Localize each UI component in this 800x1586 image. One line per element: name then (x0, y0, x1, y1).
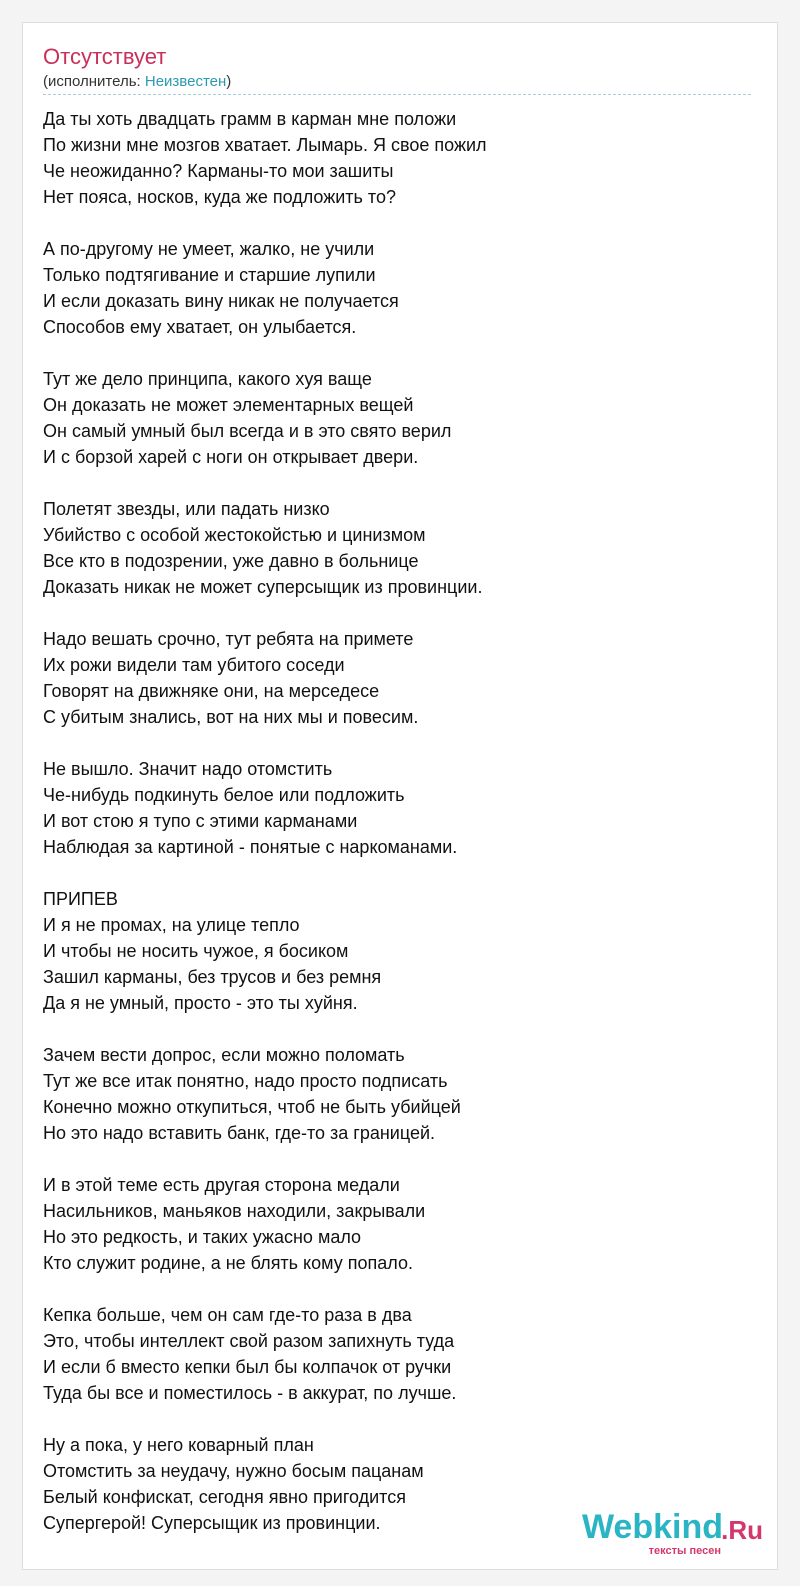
lyric-line: Не вышло. Значит надо отомстить (43, 759, 333, 779)
stanza (43, 626, 487, 730)
lyric-line: И в этой теме есть другая сторона медали (43, 1175, 400, 1195)
lyric-line: Кто служит родине, а не блять кому попало. (43, 1253, 413, 1273)
stanza (43, 106, 487, 210)
artist-line (43, 73, 231, 91)
lyric-line: С убитым знались, вот на них мы и повесим. (43, 707, 419, 727)
lyric-line: Че неожиданно? Карманы-то мои зашиты (43, 161, 394, 181)
lyric-line: И я не промах, на улице тепло (43, 915, 300, 935)
lyric-line: И чтобы не носить чужое, я босиком (43, 941, 349, 961)
lyric-line: Полетят звезды, или падать низко (43, 499, 330, 519)
lyric-line: Доказать никак не может суперсыщик из провинции. (43, 577, 483, 597)
stanza (43, 1432, 487, 1536)
lyric-line: И с борзой харей с ноги он открывает двери. (43, 447, 419, 467)
lyric-line: Наблюдая за картиной - понятые с наркоманами. (43, 837, 458, 857)
stanza (43, 1172, 487, 1276)
lyric-line: Че-нибудь подкинуть белое или подложить (43, 785, 405, 805)
lyric-line: Да ты хоть двадцать грамм в карман мне положи (43, 109, 457, 129)
logo-tld: .Ru (721, 1515, 763, 1545)
lyric-line: Насильников, маньяков находили, закрывали (43, 1201, 426, 1221)
stanza (43, 496, 487, 600)
lyric-line: Туда бы все и поместилось - в аккурат, по лучше. (43, 1383, 457, 1403)
stanza (43, 236, 487, 340)
lyric-line: По жизни мне мозгов хватает. Лымарь. Я свое пожил (43, 135, 487, 155)
dashed-divider (43, 94, 751, 95)
stanza (43, 1042, 487, 1146)
lyric-line: Их рожи видели там убитого соседи (43, 655, 345, 675)
webkind-logo[interactable] (563, 1507, 763, 1559)
stanza (43, 1302, 487, 1406)
stanza (43, 886, 487, 1016)
lyrics-text (43, 106, 487, 1536)
lyric-line: Он доказать не может элементарных вещей (43, 395, 414, 415)
artist-prefix: (исполнитель: (43, 73, 145, 90)
lyric-line: Супергерой! Суперсыщик из провинции. (43, 1513, 381, 1533)
lyric-line: Зашил карманы, без трусов и без ремня (43, 967, 382, 987)
lyric-line: Тут же все итак понятно, надо просто подписать (43, 1071, 448, 1091)
lyric-line: Способов ему хватает, он улыбается. (43, 317, 357, 337)
lyric-line: Тут же дело принципа, какого хуя ваще (43, 369, 372, 389)
logo-wordmark: Webkind (581, 1508, 723, 1546)
lyric-line: А по-другому не умеет, жалко, не учили (43, 239, 375, 259)
lyric-line: Только подтягивание и старшие лупили (43, 265, 376, 285)
stanza (43, 756, 487, 860)
lyric-line: Но это редкость, и таких ужасно мало (43, 1227, 362, 1247)
lyric-line: Надо вешать срочно, тут ребята на примете (43, 629, 414, 649)
artist-link[interactable]: Неизвестен (144, 73, 227, 90)
stanza (43, 366, 487, 470)
song-title: Отсутствует (43, 44, 167, 69)
lyric-line: Белый конфискат, сегодня явно пригодится (43, 1487, 406, 1507)
lyric-line: И если б вместо кепки был бы колпачок от ручки (43, 1357, 452, 1377)
lyric-line: Конечно можно откупиться, чтоб не быть убийцей (43, 1097, 461, 1117)
lyric-line: Он самый умный был всегда и в это свято верил (43, 421, 452, 441)
lyric-line: Да я не умный, просто - это ты хуйня. (43, 993, 358, 1013)
lyrics-card (22, 22, 778, 1570)
lyric-line: Убийство с особой жестокойстью и цинизмом (43, 525, 426, 545)
lyric-line: Отомстить за неудачу, нужно босым пацанам (43, 1461, 424, 1481)
lyric-line: Говорят на движняке они, на мерседесе (43, 681, 380, 701)
lyric-line: И вот стою я тупо с этими карманами (43, 811, 358, 831)
lyric-line: Но это надо вставить банк, где-то за границей. (43, 1123, 436, 1143)
lyric-line: Нет пояса, носков, куда же подложить то? (43, 187, 396, 207)
artist-suffix: ) (226, 73, 232, 90)
lyric-line: ПРИПЕВ (43, 889, 118, 909)
lyric-line: Все кто в подозрении, уже давно в больнице (43, 551, 419, 571)
lyric-line: Кепка больше, чем он сам где-то раза в два (43, 1305, 412, 1325)
logo-subtitle: тексты песен (648, 1545, 721, 1557)
lyric-line: И если доказать вину никак не получается (43, 291, 399, 311)
lyric-line: Зачем вести допрос, если можно поломать (43, 1045, 405, 1065)
lyric-line: Это, чтобы интеллект свой разом запихнуть туда (43, 1331, 455, 1351)
lyric-line: Ну а пока, у него коварный план (43, 1435, 314, 1455)
